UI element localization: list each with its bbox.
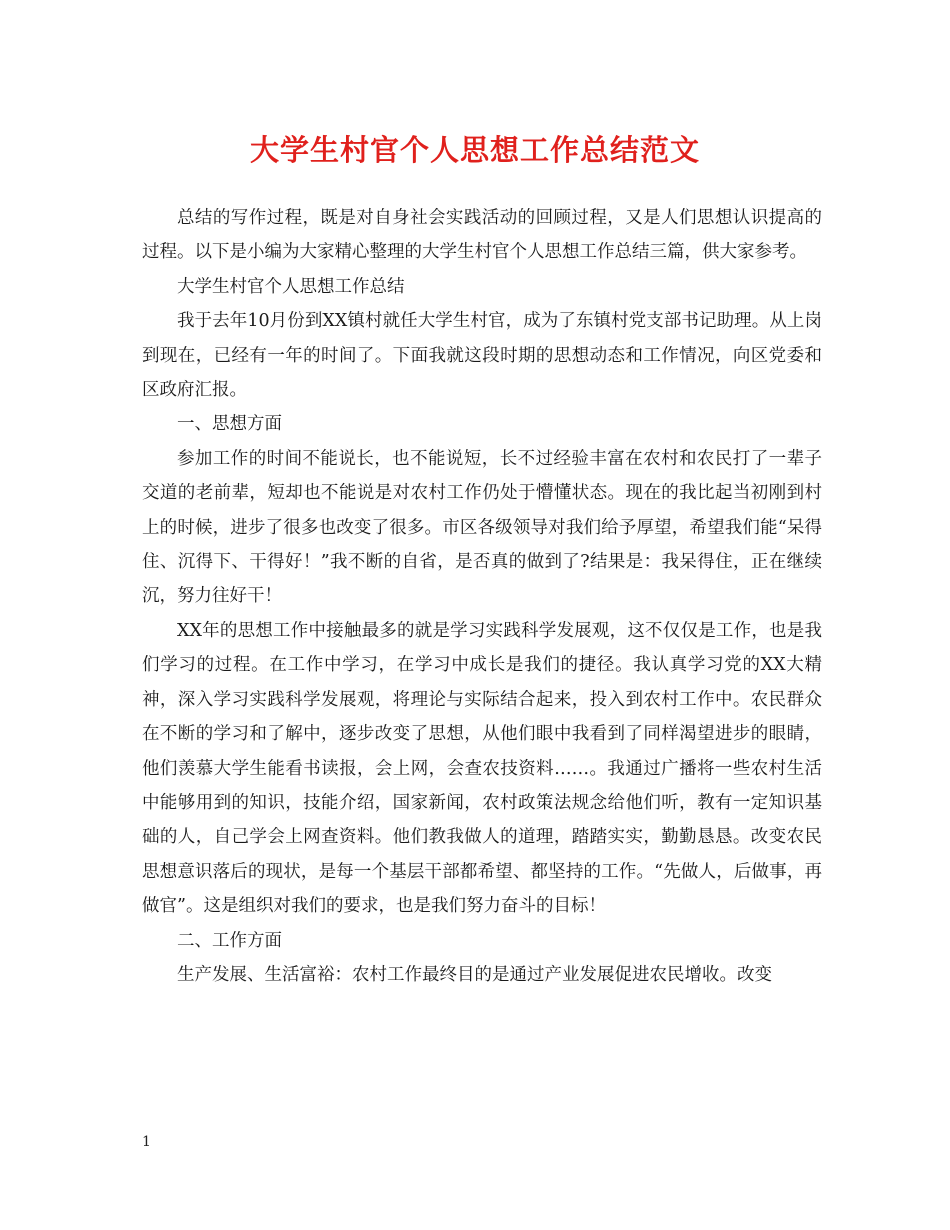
- document-body: [142, 201, 822, 992]
- paragraph-work-1: 生产发展、生活富裕：农村工作最终目的是通过产业发展促进农民增收。改变: [177, 964, 772, 985]
- paragraph-thought-2: XX年的思想工作中接触最多的就是学习实践科学发展观，这不仅仅是工作，也是我们学习的过程。在工作中学习，在学习中成长是我们的捷径。我认真学习党的XX大精神，深入学习实践科学发展观，将理论与实际结合起来，投入到农村工作中。农民群众在不断的学习和了解中，逐步改变了思想，从他们眼中我看到了同样渴望进步的眼睛，他们羡慕大学生能看书读报，会上网，会查农技资料……。我通过广播将一些农村生活中能够用到的知识，技能介绍，国家新闻，农村政策法规念给他们听，教有一定知识基础的人，自己学会上网查资料。他们教我做人的道理，踏踏实实，勤勤恳恳。改变农民思想意识落后的现状，是每一个基层干部都希望、都坚持的工作。“先做人，后做事，再做官”。这是组织对我们的要求，也是我们努力奋斗的目标！: [142, 620, 822, 917]
- document-title: 大学生村官个人思想工作总结范文: [249, 133, 700, 167]
- section-heading-work: 二、工作方面: [177, 930, 282, 951]
- section-heading: 大学生村官个人思想工作总结: [177, 276, 405, 297]
- paragraph-thought-1: 参加工作的时间不能说长，也不能说短，长不过经验丰富在农村和农民打了一辈子交道的老前辈，短却也不能说是对农村工作仍处于懵懂状态。现在的我比起当初刚到村上的时候，进步了很多也改变了很多。市区各级领导对我们给予厚望，希望我们能“呆得住、沉得下、干得好！”我不断的自省，是否真的做到了?结果是：我呆得住，正在继续沉，努力往好干！: [142, 448, 822, 607]
- paragraph-intro: 总结的写作过程，既是对自身社会实践活动的回顾过程，又是人们思想认识提高的过程。以下是小编为大家精心整理的大学生村官个人思想工作总结三篇，供大家参考。: [142, 208, 822, 263]
- section-heading-thought: 一、思想方面: [177, 414, 282, 435]
- paragraph-background: 我于去年10月份到XX镇村就任大学生村官，成为了东镇村党支部书记助理。从上岗到现在，已经有一年的时间了。下面我就这段时期的思想动态和工作情况，向区党委和区政府汇报。: [142, 311, 822, 401]
- page-number: 1: [142, 1134, 151, 1150]
